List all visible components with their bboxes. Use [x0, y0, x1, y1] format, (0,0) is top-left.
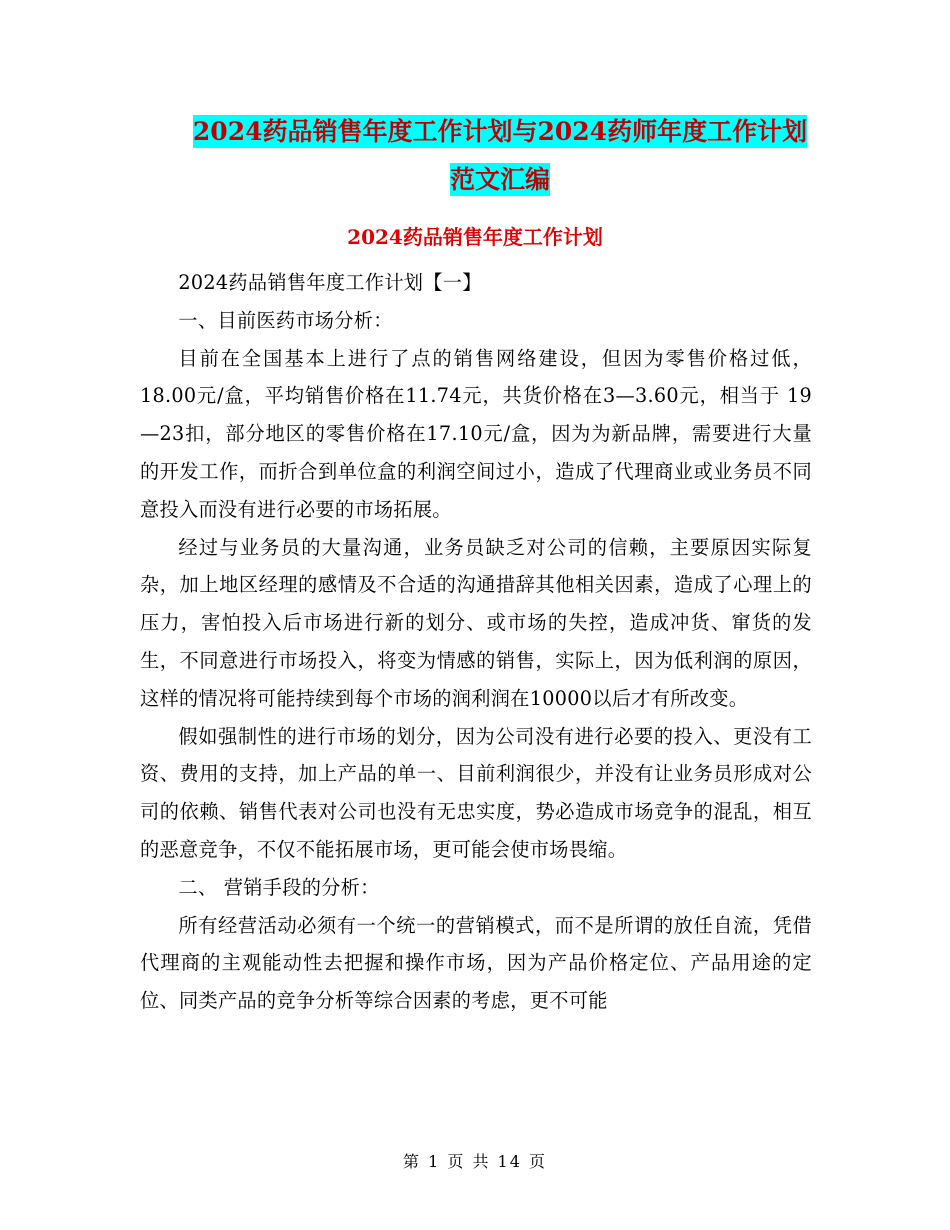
paragraph: 经过与业务员的大量沟通，业务员缺乏对公司的信赖，主要原因实际复杂，加上地区经理的感情及不合适的沟通措辞其他相关因素，造成了心理上的压力，害怕投入后市场进行新的划分、或市场的失控，造成冲货、窜货的发生，不同意进行市场投入，将变为情感的销售，实际上，因为低利润的原因，这样的情况将可能持续到每个市场的润利润在10000以后才有所改变。: [140, 535, 812, 710]
paragraph: 所有经营活动必须有一个统一的营销模式，而不是所谓的放任自流，凭借代理商的主观能动性去把握和操作市场，因为产品价格定位、产品用途的定位、同类产品的竞争分析等综合因素的考虑，更不可能: [140, 913, 812, 1013]
paragraph: 目前在全国基本上进行了点的销售网络建设，但因为零售价格过低，18.00元/盒，平均销售价格在11.74元，共货价格在3—3.60元，相当于 19—23扣，部分地区的零售价格在17.10元/盒，因为为新品牌，需要进行大量的开发工作，而折合到单位盒的利润空间过小，造成了代理商业或业务员不同意投入而没有进行必要的市场拓展。: [140, 346, 812, 521]
body-text: [140, 264, 812, 1020]
paragraph-heading-2: 二、 营销手段的分析：: [178, 875, 380, 899]
document-title: [140, 108, 860, 204]
page-footer: 第 1 页 共 14 页: [403, 1152, 547, 1171]
document-title-line-2: 范文汇编: [449, 165, 550, 194]
document-title-line-1: 2024药品销售年度工作计划与2024药师年度工作计划: [192, 117, 808, 146]
section-title: 2024药品销售年度工作计划: [347, 225, 603, 249]
paragraph-heading-1: 一、目前医药市场分析：: [178, 308, 393, 332]
paragraph: 假如强制性的进行市场的划分，因为公司没有进行必要的投入、更没有工资、费用的支持，加上产品的单一、目前利润很少，并没有让业务员形成对公司的依赖、销售代表对公司也没有无忠实度，势必造成市场竞争的混乱，相互的恶意竞争，不仅不能拓展市场，更可能会使市场畏缩。: [140, 724, 812, 861]
paragraph-subheading: 2024药品销售年度工作计划【一】: [178, 271, 482, 294]
